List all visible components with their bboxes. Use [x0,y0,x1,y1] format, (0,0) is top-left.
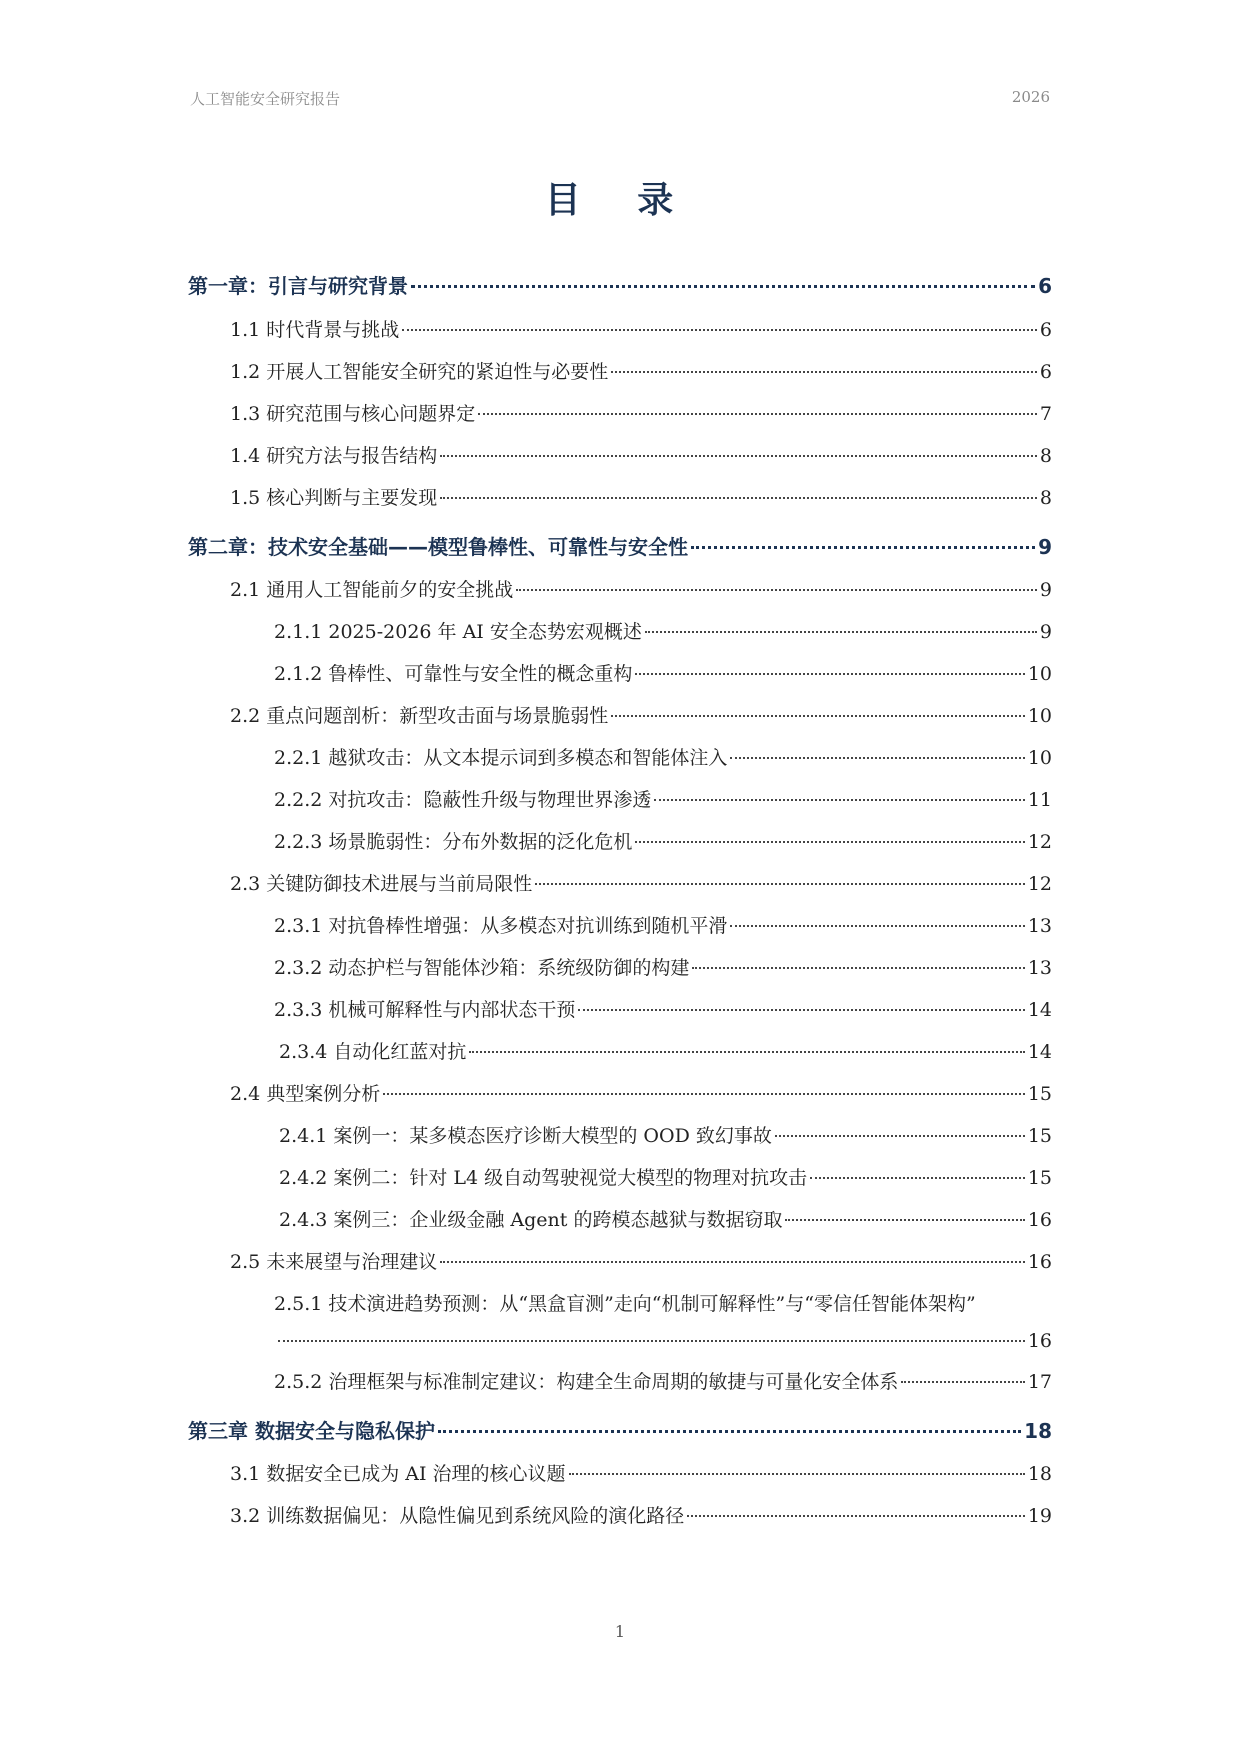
toc-entry-label: 2.5 未来展望与治理建议 [230,1251,438,1273]
toc-entry-page: 6 [1038,274,1052,298]
toc-entry-label: 3.1 数据安全已成为 AI 治理的核心议题 [230,1463,566,1485]
toc-entry-label: 1.2 开展人工智能安全研究的紧迫性与必要性 [230,361,609,383]
toc-entry-page: 8 [1039,445,1052,467]
toc-entry-label: 2.4.1 案例一：某多模态医疗诊断大模型的 OOD 致幻事故 [279,1125,772,1147]
toc-subsection-2-5-1[interactable] [188,1289,1052,1352]
dot-leader [692,967,1024,969]
dot-leader [438,1430,1021,1433]
toc-entry-page: 14 [1027,999,1052,1021]
dot-leader [785,1219,1024,1221]
dot-leader [440,497,1037,499]
toc-entry-page: 10 [1027,747,1052,769]
toc-subsection-2-2-1[interactable] [188,743,1052,770]
dot-leader [278,1340,1025,1342]
toc-entry-page: 12 [1027,873,1052,895]
toc-chapter-1[interactable] [188,270,1052,299]
toc-entry-label: 2.4.3 案例三：企业级金融 Agent 的跨模态越狱与数据窃取 [279,1209,783,1231]
dot-leader [730,925,1024,927]
toc-entry-label: 2.2.2 对抗攻击：隐蔽性升级与物理世界渗透 [274,789,652,811]
dot-leader [687,1515,1025,1517]
toc-entry-page: 12 [1027,831,1052,853]
dot-leader [635,841,1024,843]
dot-leader [535,883,1025,885]
running-header [190,88,1050,112]
toc-entry-label: 2.1 通用人工智能前夕的安全挑战 [230,579,514,601]
toc-entry-label: 2.4.2 案例二：针对 L4 级自动驾驶视觉大模型的物理对抗攻击 [279,1167,808,1189]
dot-leader [478,413,1037,415]
dot-leader [645,631,1037,633]
toc-entry-label: 2.3.2 动态护栏与智能体沙箱：系统级防御的构建 [274,957,690,979]
dot-leader [654,799,1024,801]
toc-entry-title-line [188,1289,1052,1316]
dot-leader [901,1381,1024,1383]
toc-subsection-2-3-1[interactable] [188,911,1052,938]
toc-subsection-2-1-1[interactable] [188,617,1052,644]
toc-section-2-1[interactable] [188,575,1052,602]
dot-leader [440,1261,1025,1263]
toc-entry-page: 13 [1027,957,1052,979]
toc-subsection-2-4-1[interactable] [188,1121,1052,1148]
toc-entry-label: 1.4 研究方法与报告结构 [230,445,438,467]
toc-section-2-4[interactable] [188,1079,1052,1106]
toc-subsection-2-4-3[interactable] [188,1205,1052,1232]
toc-entry-label: 第二章：技术安全基础——模型鲁棒性、可靠性与安全性 [188,535,688,559]
toc-section-2-3[interactable] [188,869,1052,896]
year-header: 2026 [1011,88,1050,106]
toc-entry-page: 8 [1039,487,1052,509]
toc-entry-page: 19 [1027,1505,1052,1527]
toc-entry-page: 6 [1039,361,1052,383]
toc-entry-label: 2.2.1 越狱攻击：从文本提示词到多模态和智能体注入 [274,747,728,769]
dot-leader [578,1009,1024,1011]
toc-entry-label: 2.5.2 治理框架与标准制定建议：构建全生命周期的敏捷与可量化安全体系 [274,1371,899,1393]
toc-entry-label: 1.3 研究范围与核心问题界定 [230,403,476,425]
toc-title: 目 录 [544,180,696,221]
toc-entry-page: 18 [1024,1419,1052,1443]
toc-entry-label: 2.3 关键防御技术进展与当前局限性 [230,873,533,895]
toc-entry-page: 14 [1027,1041,1052,1063]
toc-entry-label: 2.4 典型案例分析 [230,1083,381,1105]
toc-subsection-2-3-2[interactable] [188,953,1052,980]
toc-subsection-2-4-2[interactable] [188,1163,1052,1190]
dot-leader [810,1177,1025,1179]
toc-entry-page: 9 [1038,535,1052,559]
toc-subsection-2-1-2[interactable] [188,659,1052,686]
toc-entry-page: 15 [1027,1167,1052,1189]
toc-entry-label: 第三章 数据安全与隐私保护 [188,1419,435,1443]
toc-entry-label: 3.2 训练数据偏见：从隐性偏见到系统风险的演化路径 [230,1505,685,1527]
toc-entry-page: 10 [1027,705,1052,727]
toc-entry-page: 15 [1027,1083,1052,1105]
toc-entry-page: 17 [1027,1371,1052,1393]
dot-leader [402,329,1037,331]
toc-subsection-2-2-3[interactable] [188,827,1052,854]
toc-entry-label: 2.3.1 对抗鲁棒性增强：从多模态对抗训练到随机平滑 [274,915,728,937]
toc-section-2-5[interactable] [188,1247,1052,1274]
dot-leader [411,285,1035,288]
toc-entry-page: 13 [1027,915,1052,937]
toc-entry-label: 2.3.4 自动化红蓝对抗 [279,1041,467,1063]
dot-leader [569,1473,1025,1475]
toc-entry-page: 9 [1039,579,1052,601]
toc-section-2-2[interactable] [188,701,1052,728]
toc-section-3-2[interactable] [188,1501,1052,1528]
toc-entry-page: 9 [1039,621,1052,643]
toc-chapter-2[interactable] [188,531,1052,560]
toc-entry-page: 18 [1027,1463,1052,1485]
page-number: 1 [614,1622,626,1641]
toc-entry-page: 6 [1039,319,1052,341]
toc-subsection-2-3-4[interactable] [188,1037,1052,1064]
toc-section-1-5[interactable] [188,483,1052,510]
toc-entry-leader-line [188,1330,1052,1352]
dot-leader [383,1093,1025,1095]
toc-subsection-2-3-3[interactable] [188,995,1052,1022]
toc-section-1-2[interactable] [188,357,1052,384]
dot-leader [440,455,1037,457]
toc-section-1-3[interactable] [188,399,1052,426]
dot-leader [516,589,1037,591]
toc-entry-label: 2.2 重点问题剖析：新型攻击面与场景脆弱性 [230,705,609,727]
dot-leader [611,371,1037,373]
dot-leader [691,546,1035,549]
toc-entry-page: 10 [1027,663,1052,685]
dot-leader [635,673,1024,675]
toc-entry-page: 11 [1027,789,1052,811]
toc-entry-page: 16 [1027,1330,1052,1352]
toc-entry-label: 2.2.3 场景脆弱性：分布外数据的泛化危机 [274,831,633,853]
toc-entry-label: 2.3.3 机械可解释性与内部状态干预 [274,999,576,1021]
toc-entry-label: 2.1.1 2025-2026 年 AI 安全态势宏观概述 [274,621,642,643]
toc-entry-label: 2.5.1 技术演进趋势预测：从“黑盒盲测”走向“机制可解释性”与“零信任智能体架构” [274,1293,976,1315]
toc-entry-label: 2.1.2 鲁棒性、可靠性与安全性的概念重构 [274,663,633,685]
toc-entry-page: 16 [1027,1209,1052,1231]
toc-entry-label: 1.5 核心判断与主要发现 [230,487,438,509]
dot-leader [775,1135,1025,1137]
toc-section-3-1[interactable] [188,1459,1052,1486]
toc-subsection-2-2-2[interactable] [188,785,1052,812]
toc-subsection-2-5-2[interactable] [188,1367,1052,1394]
dot-leader [611,715,1025,717]
toc-entry-page: 15 [1027,1125,1052,1147]
dot-leader [730,757,1024,759]
table-of-contents [188,270,1052,1528]
toc-entry-page: 7 [1039,403,1052,425]
dot-leader [469,1051,1024,1053]
toc-section-1-4[interactable] [188,441,1052,468]
toc-section-1-1[interactable] [188,315,1052,342]
report-title-header: 人工智能安全研究报告 [190,90,341,108]
toc-chapter-3[interactable] [188,1415,1052,1444]
toc-entry-page: 16 [1027,1251,1052,1273]
toc-entry-label: 第一章：引言与研究背景 [188,274,408,298]
toc-entry-label: 1.1 时代背景与挑战 [230,319,400,341]
